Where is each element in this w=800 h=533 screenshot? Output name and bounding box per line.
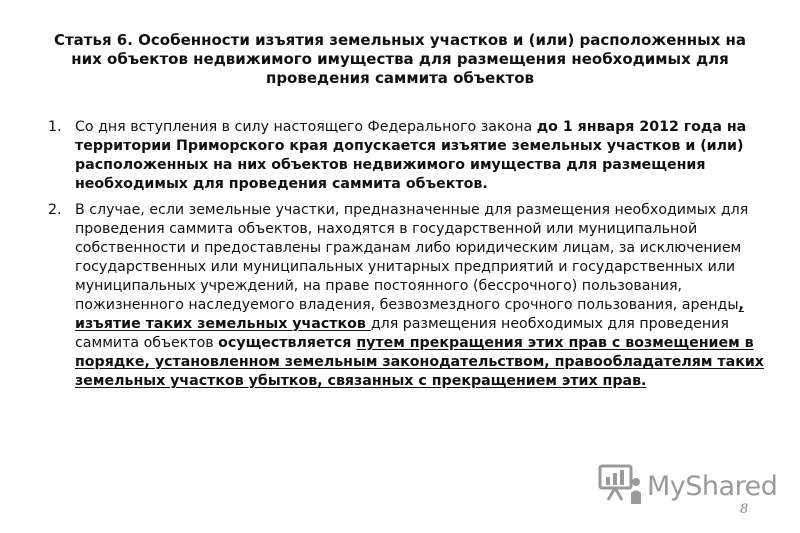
list-item [48,118,768,194]
item-text-bold: до 1 января 2012 года на территории Приморского края допускается изъятие земельных участков и (или) расположенных на них объектов недвижимого имущества для размещения необходимых для проведения саммита объектов. [75,119,747,192]
article-title: Статья 6. Особенности изъятия земельных участков и (или) расположенных на них объектов недвижимого имущества для размещения необходимых для проведения саммита объектов [53,31,747,87]
item-text-bold-underlined: , изъятие таких земельных участков [75,297,744,332]
page-number: 8 [740,502,749,517]
item-text-bold-underlined: путем прекращения этих прав с возмещением в порядке, установленном земельным законодательством, правообладателям таких земельных участков убытков, связанных с прекращением этих прав. [75,335,764,389]
presentation-board-icon [597,464,641,508]
watermark [597,465,777,507]
article-list [48,118,768,391]
item-text-bold: осуществляется [218,335,357,351]
item-number: 1. [48,119,62,135]
watermark-text: MyShared [647,470,778,502]
item-text-regular: В случае, если земельные участки, предназначенные для размещения необходимых для проведения саммита объектов, находятся в государственной или муниципальной собственности и предоставлены гражданам либо юридическим лицам, за исключением государственных или муниципальных унитарных предприятий и государственных или муниципальных учреждений, на праве постоянного (бессрочного) пользования, пожизненного наследуемого владения, безвозмездного срочного пользования, аренды [75,202,749,313]
item-number: 2. [48,202,62,218]
item-text-regular: Со дня вступления в силу настоящего Федерального закона [75,119,537,135]
item-text-regular: для размещения необходимых для проведения саммита объектов [75,316,729,351]
list-item [48,201,768,391]
